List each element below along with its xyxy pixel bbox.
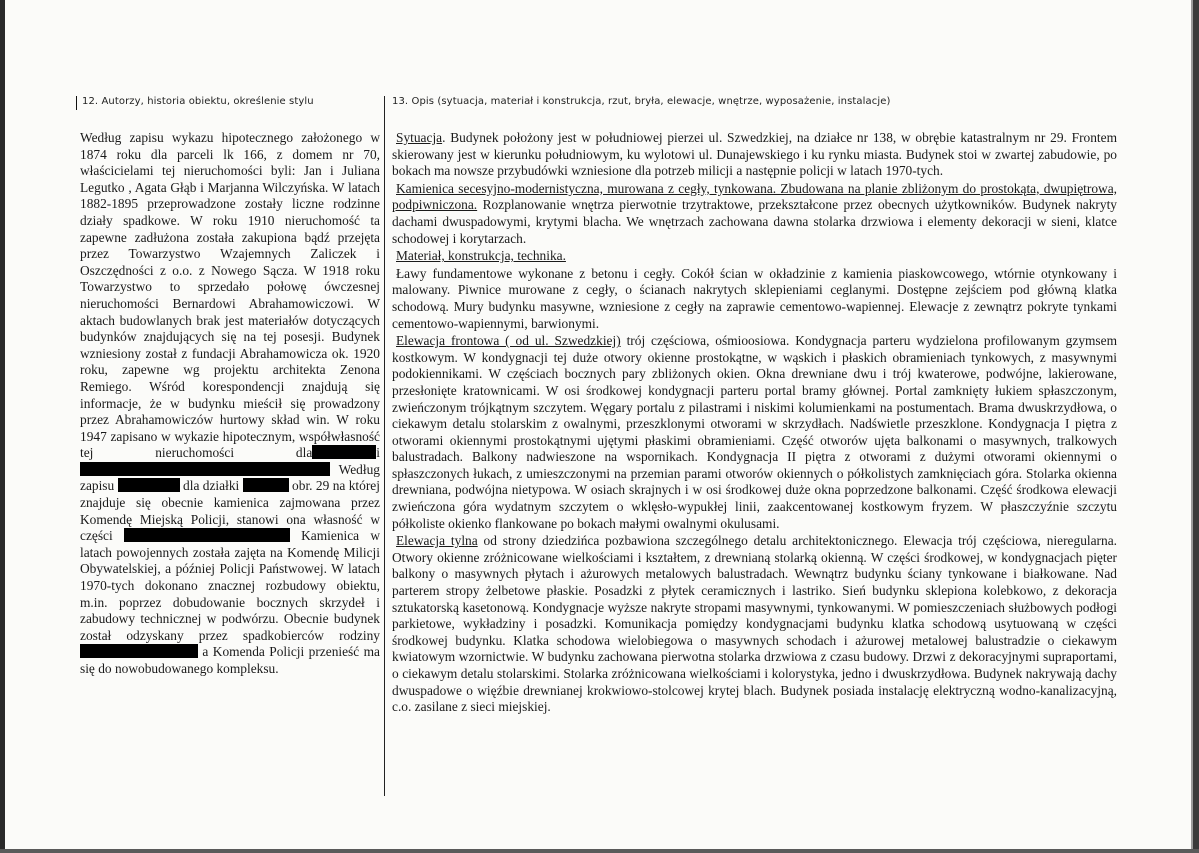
heading-building: Kamienica secesyjno-modernistyczna, murowana z cegły, tynkowana. Zbudowana na planie zbliżonym do prostokąta, dwupiętrowa, podpiwniczona. — [392, 180, 1117, 213]
paragraph-front-elevation — [392, 333, 1117, 532]
rear-elevation-text: od strony dziedzińca pozbawiona szczególnego detalu architektonicznego. Elewacja trój częściowa, nieregularna. Otwory okienne zróżnicowane wielkościami i kształtem, z drewnianą stolarką okienną. W części środkowej, w kondygnacjach pięter balkony o masywnych płytach i ażurowych metalowych balustradach. Wewnątrz budynku ściany tynkowane i białkowane. Nad parterem stropy żelbetowe płaskie. Posadzki z płytek ceramicznych i lastriko. Sień budynku sklepiona kolebkowo, z dekoracja sztukatorską kasetonową. Kondygnacje wyższe nakryte stropami masywnymi, tynkowanymi. W pomieszczeniach służbowych podłogi parkietowe, wykładziny i posadzki. Komunikacja pomiędzy kondygnacjami budynku klatka schodową usytuowaną w części środkowej budynku. Klatka schodowa wielobiegowa o masywnych schodach i ażurowej metalowej balustradzie o ciekawym kwiatowym wzornictwie. W budynku zachowana pierwotna stolarka drzwiowa z czasu budowy. Drzwi z dekoracyjnymi supraportami, o ciekawym detalu stolarskimi. Stolarka zróżnicowana wielkościami i kolorystyka, jedno i dwuskrzydłowa. Budynek nakrywają dachy dwuspadowe o więźbie drewnianej krokwiowo-stolcowej krytej blach. Budynek posiada instalację elektryczną wodno-kanalizacyjną, c.o. zasilane z sieci miejskiej. — [392, 533, 1118, 715]
history-text-5: obr. 29 na której znajduje się obecnie kamienica zajmowana przez Komendę Miejską Policji, stanowi ona własność w części — [80, 478, 380, 544]
history-text-6: Kamienica w latach powojennych została zajęta na Komendę Milicji Obywatelskiej, a później Policji Państwowej. W latach 1970-tych dokonano znacznej rozbudowy obiektu, m.in. poprzez dobudowanie bocznych skrzydeł i zabudowy technicznej w podwórzu. Obecnie budynek został odzyskany przez spadkobierców rodziny — [80, 528, 380, 643]
scan-right-edge-shadow — [1191, 0, 1193, 853]
scan-right-edge — [1193, 0, 1199, 853]
paragraph-rear-elevation — [392, 533, 1117, 716]
description-column — [392, 130, 1117, 717]
history-text-7: a Komenda Policji przenieść ma się do nowobudowanego kompleksu. — [80, 644, 380, 676]
front-elevation-text: trój częściowa, ośmioosiowa. Kondygnacja parteru wydzielona profilowanym gzymsem kostkowym. W kondygnacji tej duże otwory okienne prostokątne, w wąskich i płaskich obramieniach tynkowych, z masywnymi podokiennikami. W częściach bocznych pary zbliżonych okien. Okna drewniane dwu i trój kwaterowe, podwójne, lakierowane, przesłonięte kratownicami. W osi środkowej kondygnacji parteru portal bramy głównej. Portal zamknięty łukiem spłaszczonym, zwieńczonym trójkątnym szczytem. Węgary portalu z pilastrami i niskimi kolumienkami na postumentach. Brama dwuskrzydłowa, o ciekawym detalu stolarskim z owalnymi, przeszklonymi otworami w skrzydłach. Nadświetle przeszklone. Kondygnacja I piętra z otworami okiennymi prostokątnymi ujętymi płaskimi obramieniami. Część otworów ujęta balkonami o masywnych, tralkowych balustradach. Balkony nadwieszone na wspornikach. Kondygnacja II piętra z otworami z dużymi otworami okiennymi o spłaszczonych łukach, z umieszczonymi na przemian parami otworów okiennych o półkolistych zamknięciach góra. Stolarka okienna drewniana, podwójna nietypowa. W osiach skrajnych i w osi środkowej duże okna poprzedzone balkonami. Część środkowa elewacji zwieńczona góra wydatnym szczytem o wklęsło-wypukłej linii, zaakcentowanej kostkowym fryzem. W płaszczyźnie szczytu półkoliste okienko flankowane po bokach małymi owalnymi okulusami. — [392, 333, 1118, 531]
section-13-header: 13. Opis (sytuacja, materiał i konstrukcja, rzut, bryła, elewacje, wnętrze, wyposażenie, instalacje) — [392, 96, 891, 107]
history-text-2: i — [376, 445, 380, 461]
building-text: Rozplanowanie wnętrza pierwotnie trzytraktowe, przekształcone przez obecnych użytkowników. Budynek nakryty dachami dwuspadowymi, krytymi blacha. We wnętrzach zachowana dawna stolarka drzwiowa i elementy dekoracji w sieni, klatce schodowej i korytarzach. — [392, 197, 1117, 246]
paragraph-material-heading — [392, 248, 1117, 265]
heading-situation: Sytuacja — [396, 130, 443, 145]
history-column — [80, 130, 380, 678]
redaction-block — [118, 478, 180, 492]
situation-text: . Budynek położony jest w południowej pierzei ul. Szwedzkiej, na działce nr 138, w obrębie katastralnym nr 29. Frontem skierowany jest w kierunku południowym, ku wylotowi ul. Dunajewskiego i ku rynku miasta. Budynek stoi w zwartej zabudowie, po bokach ma nowsze przybudówki wzniesione dla potrzeb milicji a następnie policji w latach 1970-tych. — [392, 130, 1117, 179]
paragraph-situation — [392, 130, 1117, 180]
redaction-block — [80, 462, 330, 476]
history-text-1: Według zapisu wykazu hipotecznego założonego w 1874 roku dla parceli lk 166, z domem nr 70, właścicielami tej nieruchomości byli: Jan i Juliana Legutko , Agata Głąb i Marjanna Wilczyńska. W latach 1882-1895 przeprowadzone zostały liczne rodzinne działy spadkowe. W roku 1910 nieruchomość ta zapewne zadłużona została zakupiona bądź przejęta przez Towarzystwo Wzajemnych Zaliczek i Oszczędności z o.o. z Nowego Sącza. W 1918 roku Towarzystwo to sprzedało połowę ówczesnej nieruchomości Bernardowi Abrahamowiczowi. W aktach budowlanych brak jest materiałów dotyczących budynków znajdujących się na tej posesji. Budynek wzniesiony został z fundacji Abrahamowicza ok. 1920 roku, zapewne wg projektu architekta Zenona Remiego. Wśród korespondencji znajdują się informacje, że w budynku mieścił się prowadzony przez Abrahamowiczów hurtowy skład win. W roku 1947 zapisano w wykazie hipotecznym, współwłasność tej nieruchomości dla — [80, 130, 380, 461]
column-divider — [384, 96, 385, 796]
section-12-header: 12. Autorzy, historia obiektu, określenie stylu — [82, 96, 314, 107]
paragraph-material — [392, 266, 1117, 332]
heading-material: Materiał, konstrukcja, technika. — [396, 248, 566, 264]
redaction-block — [312, 445, 376, 459]
material-text: Ławy fundamentowe wykonane z betonu i cegły. Cokół ścian w okładzinie z kamienia piaskowcowego, wtórnie otynkowany i malowany. Piwnice murowane z cegły, o ścianach nakrytych sklepieniami ceglanymi. Dostępne zejściem pod główną klatka schodową. Mury budynku masywne, wzniesione z cegły na zaprawie cementowo-wapiennej. Elewacje z zewnątrz pokryte tynkami cementowo-wapiennymi, barwionymi. — [392, 265, 1117, 331]
paragraph-building — [392, 181, 1117, 247]
history-text-4: dla działki — [183, 478, 240, 494]
heading-rear-elevation: Elewacja tylna — [396, 533, 478, 549]
redaction-block — [80, 644, 198, 658]
history-text-3: Według zapisu — [80, 461, 380, 494]
scan-left-edge — [0, 0, 5, 853]
heading-front-elevation: Elewacja frontowa ( od ul. Szwedzkiej) — [396, 333, 621, 349]
redaction-block — [243, 478, 289, 492]
redaction-block — [124, 528, 290, 542]
scan-bottom-edge — [0, 849, 1199, 853]
left-margin-rule — [76, 96, 77, 110]
